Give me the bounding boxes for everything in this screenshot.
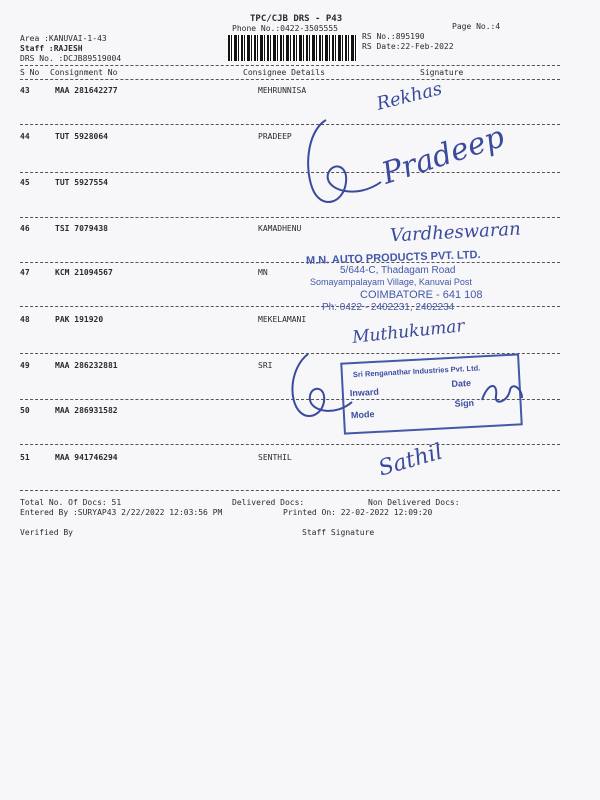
row-consignment: PAK 191920 [55,315,104,324]
entered-by: Entered By :SURYAP43 2/22/2022 12:03:56 PM [20,508,223,517]
inward-sign-scribble-icon [478,378,526,408]
row-consignment: MAA 286232881 [55,361,118,370]
drs-number: DRS No. :DCJB89519004 [20,54,122,63]
row-consignee: MEHRUNNISA [258,86,307,95]
row-sno: 43 [20,86,30,95]
printed-on: Printed On: 22-02-2022 12:09:20 [283,508,433,517]
row-divider [20,490,560,491]
row-consignee: PRADEEP [258,132,292,141]
signature-44: Pradeep [377,119,509,192]
row-consignee: SENTHIL [258,453,292,462]
stamp-address-3: COIMBATORE - 641 108 [360,289,483,301]
row-sno: 45 [20,178,30,187]
stamp-address-1: 5/644-C, Thadagam Road [340,265,456,276]
row-divider [20,306,560,307]
row-divider [20,172,560,173]
column-consignment: Consignment No [50,68,118,77]
signature-scribble-icon [296,112,391,222]
row-consignee: KAMADHENU [258,224,302,233]
rs-number: RS No.:895190 [362,32,425,41]
inward-date-label: Date [451,377,472,389]
delivered-docs: Delivered Docs: [232,498,305,507]
verified-by: Verified By [20,528,73,537]
rs-date: RS Date:22-Feb-2022 [362,42,454,51]
row-consignee: SRI [258,361,273,370]
page-number: Page No.:4 [452,22,501,31]
column-sno: S No [20,68,40,77]
divider [20,65,560,66]
row-consignment: KCM 21094567 [55,268,113,277]
row-consignment: TUT 5928064 [55,132,108,141]
staff-signature: Staff Signature [302,528,375,537]
inward-mode-label: Mode [350,409,375,421]
signature-48: Muthukumar [351,316,466,348]
row-sno: 51 [20,453,30,462]
row-consignment: MAA 286931582 [55,406,118,415]
column-consignee: Consignee Details [243,68,325,77]
area-label: Area :KANUVAI-1-43 [20,34,107,43]
phone-number: Phone No.:0422-3505555 [232,24,338,33]
row-consignee: MEKELAMANI [258,315,307,324]
divider [20,79,560,80]
row-sno: 44 [20,132,30,141]
row-consignment: MAA 281642277 [55,86,118,95]
stamp-phone: Ph: 0422 - 2402231, 2402234 [322,302,455,313]
inward-label: Inward [349,386,380,399]
document-title: TPC/CJB DRS - P43 [250,14,343,24]
row-consignment: TUT 5927554 [55,178,108,187]
signature-46: Vardheswaran [389,218,522,247]
row-consignee: MN [258,268,268,277]
row-divider [20,262,560,263]
inward-stamp-title: Sri Renganathar Industries Pvt. Ltd. [352,363,481,380]
row-sno: 46 [20,224,30,233]
total-docs: Total No. Of Docs: 51 [20,498,122,507]
row-consignment: MAA 941746294 [55,453,118,462]
row-sno: 50 [20,406,30,415]
row-divider [20,444,560,445]
row-sno: 47 [20,268,30,277]
signature-scribble-icon [286,350,356,430]
column-signature: Signature [420,68,464,77]
row-consignment: TSI 7079438 [55,224,108,233]
stamp-company-name: M.N. AUTO PRODUCTS PVT. LTD. [305,248,481,268]
signature-43: Rekhas [374,78,445,115]
stamp-address-2: Somayampalayam Village, Kanuvai Post [310,277,472,287]
non-delivered-docs: Non Delivered Docs: [368,498,460,507]
staff-label: Staff :RAJESH [20,44,83,53]
row-sno: 49 [20,361,30,370]
row-sno: 48 [20,315,30,324]
row-divider [20,217,560,218]
signature-51: Sathil [375,439,446,482]
inward-sign-label: Sign [454,397,475,409]
barcode [228,35,358,61]
